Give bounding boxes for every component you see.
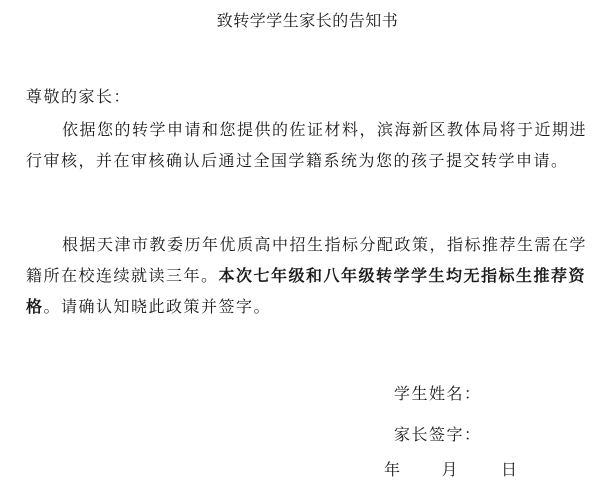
paragraph-quota-policy (26, 229, 596, 322)
greeting: 尊敬的家长： (26, 87, 132, 106)
paragraph-policy-text: 根据天津市教委历年优质高中招生指标分配政策，指标推荐生需在学籍所在校连续就读三年。 (26, 235, 588, 285)
date-month-label: 月 (441, 460, 460, 479)
date-day-label: 日 (501, 460, 519, 479)
document-title: 致转学学生家长的告知书 (216, 11, 399, 30)
date-year-label: 年 (384, 460, 402, 479)
signature-date (384, 457, 519, 480)
student-name-label: 学生姓名： (394, 384, 482, 403)
paragraph-application-review-text: 依据您的转学申请和您提供的佐证材料，滨海新区教体局将于近期进行审核，并在审核确认后通过全国学籍系统为您的孩子提交转学申请。 (26, 120, 588, 170)
parent-signature-label: 家长签字： (394, 425, 482, 444)
paragraph-application-review (26, 114, 596, 176)
paragraph-policy-bold-text: 本次七年级和八年级转学学生均无指标生推荐资格 (26, 266, 587, 316)
paragraph-policy-end-text: 。请确认知晓此政策并签字。 (43, 297, 272, 316)
